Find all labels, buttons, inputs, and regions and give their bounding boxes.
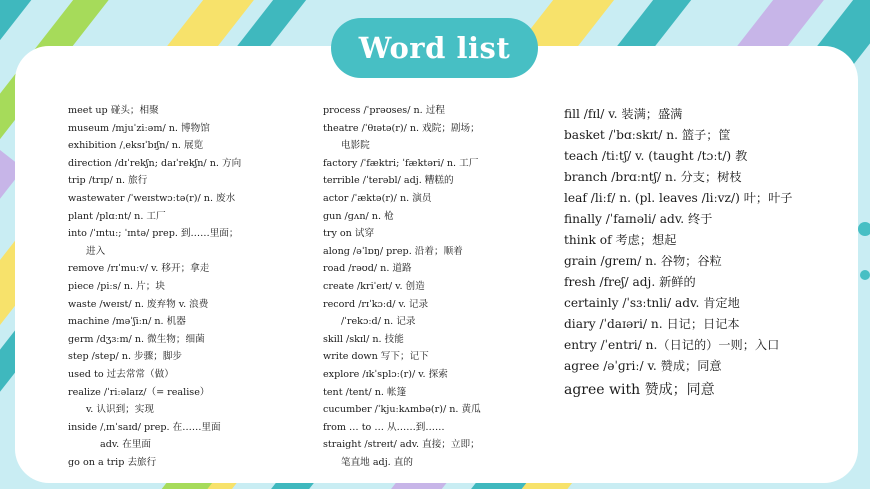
word-entry: certainly /ˈsɜːtnli/ adv. 肯定地 bbox=[564, 296, 740, 310]
word-entry: entry /ˈentri/ n.（日记的）一则；入口 bbox=[564, 338, 780, 352]
word-entry: theatre /ˈθɪətə(r)/ n. 戏院；剧场； bbox=[323, 122, 480, 134]
word-entry: terrible /ˈterəbl/ adj. 糟糕的 bbox=[323, 175, 454, 187]
word-entry: actor /ˈæktə(r)/ n. 演员 bbox=[323, 192, 432, 204]
word-entry: leaf /liːf/ n. (pl. leaves /liːvz/) 叶；叶子 bbox=[564, 191, 793, 205]
word-entry: factory /ˈfæktri; ˈfæktəri/ n. 工厂 bbox=[323, 157, 479, 169]
word-entry: machine /məˈʃiːn/ n. 机器 bbox=[68, 316, 186, 328]
word-entry: germ /dʒɜːm/ n. 微生物；细菌 bbox=[68, 333, 205, 345]
word-entry: exhibition /ˌeksɪˈbɪʃn/ n. 展览 bbox=[68, 140, 204, 152]
word-entry: basket /ˈbɑːskɪt/ n. 篮子；筐 bbox=[564, 128, 731, 142]
word-entry: straight /streɪt/ adv. 直接；立即； bbox=[323, 439, 480, 451]
word-entry: v. 认识到；实现 bbox=[86, 404, 154, 416]
word-column-1 bbox=[68, 102, 241, 471]
word-entry: trip /trɪp/ n. 旅行 bbox=[68, 175, 148, 187]
decorative-dot bbox=[858, 222, 870, 236]
word-entry: fill /fɪl/ v. 装满；盛满 bbox=[564, 107, 683, 121]
page-title: Word list bbox=[358, 31, 511, 65]
title-banner bbox=[331, 18, 538, 78]
word-entry: gun /ɡʌn/ n. 枪 bbox=[323, 210, 394, 222]
word-entry: tent /tent/ n. 帐篷 bbox=[323, 386, 407, 398]
word-entry: teach /tiːtʃ/ v. (taught /tɔːt/) 教 bbox=[564, 149, 748, 163]
word-entry: meet up 碰头；相聚 bbox=[68, 105, 159, 116]
word-entry: wastewater /ˈweɪstwɔːtə(r)/ n. 废水 bbox=[68, 192, 236, 204]
word-entry: 笔直地 adj. 直的 bbox=[341, 456, 413, 468]
word-column-2 bbox=[323, 102, 481, 471]
word-entry: cucumber /ˈkjuːkʌmbə(r)/ n. 黄瓜 bbox=[323, 404, 481, 416]
word-entry: think of 考虑；想起 bbox=[564, 233, 677, 247]
word-entry: used to 过去常常（做） bbox=[68, 368, 174, 380]
word-entry: 电影院 bbox=[341, 140, 370, 152]
word-entry: fresh /freʃ/ adj. 新鲜的 bbox=[564, 275, 696, 289]
word-entry: road /rəʊd/ n. 道路 bbox=[323, 263, 412, 275]
word-entry: create /kriˈeɪt/ v. 创造 bbox=[323, 280, 425, 292]
word-entry: record /rɪˈkɔːd/ v. 记录 bbox=[323, 298, 429, 310]
word-entry: diary /ˈdaɪəri/ n. 日记；日记本 bbox=[564, 317, 740, 331]
word-entry: grain /ɡreɪn/ n. 谷物；谷粒 bbox=[564, 254, 722, 268]
word-entry: 进入 bbox=[86, 245, 106, 257]
word-entry: along /əˈlɒŋ/ prep. 沿着；顺着 bbox=[323, 245, 463, 257]
word-entry: museum /mjuˈziːəm/ n. 博物馆 bbox=[68, 122, 210, 134]
word-entry: try on 试穿 bbox=[323, 228, 375, 240]
word-entry: explore /ɪkˈsplɔː(r)/ v. 探索 bbox=[323, 368, 448, 380]
word-entry: agree /əˈɡriː/ v. 赞成；同意 bbox=[564, 359, 722, 373]
word-entry: branch /brɑːntʃ/ n. 分支；树枝 bbox=[564, 170, 742, 184]
word-entry: inside /ˌɪnˈsaɪd/ prep. 在……里面 bbox=[68, 421, 221, 433]
word-entry: write down 写下；记下 bbox=[323, 351, 429, 363]
word-entry: /ˈrekɔːd/ n. 记录 bbox=[341, 316, 416, 328]
word-entry: adv. 在里面 bbox=[100, 439, 152, 451]
word-entry: from … to … 从……到…… bbox=[323, 421, 445, 433]
word-entry: plant /plɑːnt/ n. 工厂 bbox=[68, 210, 166, 222]
word-entry: go on a trip 去旅行 bbox=[68, 456, 157, 468]
word-entry: remove /rɪˈmuːv/ v. 移开；拿走 bbox=[68, 263, 210, 275]
word-entry: step /step/ n. 步骤；脚步 bbox=[68, 351, 183, 363]
word-entry: into /ˈɪntuː; ˈɪntə/ prep. 到……里面； bbox=[68, 228, 239, 240]
word-entry: direction /dɪˈrekʃn; daɪˈrekʃn/ n. 方向 bbox=[68, 157, 242, 169]
word-column-3 bbox=[564, 104, 792, 401]
word-entry: realize /ˈriːəlaɪz/（= realise） bbox=[68, 386, 210, 398]
word-entry: waste /weɪst/ n. 废弃物 v. 浪费 bbox=[68, 298, 209, 310]
decorative-dot bbox=[860, 270, 870, 280]
word-entry: finally /ˈfaɪnəli/ adv. 终于 bbox=[564, 212, 713, 226]
word-entry: skill /skɪl/ n. 技能 bbox=[323, 333, 404, 345]
word-entry: agree with 赞成；同意 bbox=[564, 382, 715, 398]
word-entry: process /ˈprəʊses/ n. 过程 bbox=[323, 105, 445, 116]
word-entry: piece /piːs/ n. 片；块 bbox=[68, 280, 165, 292]
